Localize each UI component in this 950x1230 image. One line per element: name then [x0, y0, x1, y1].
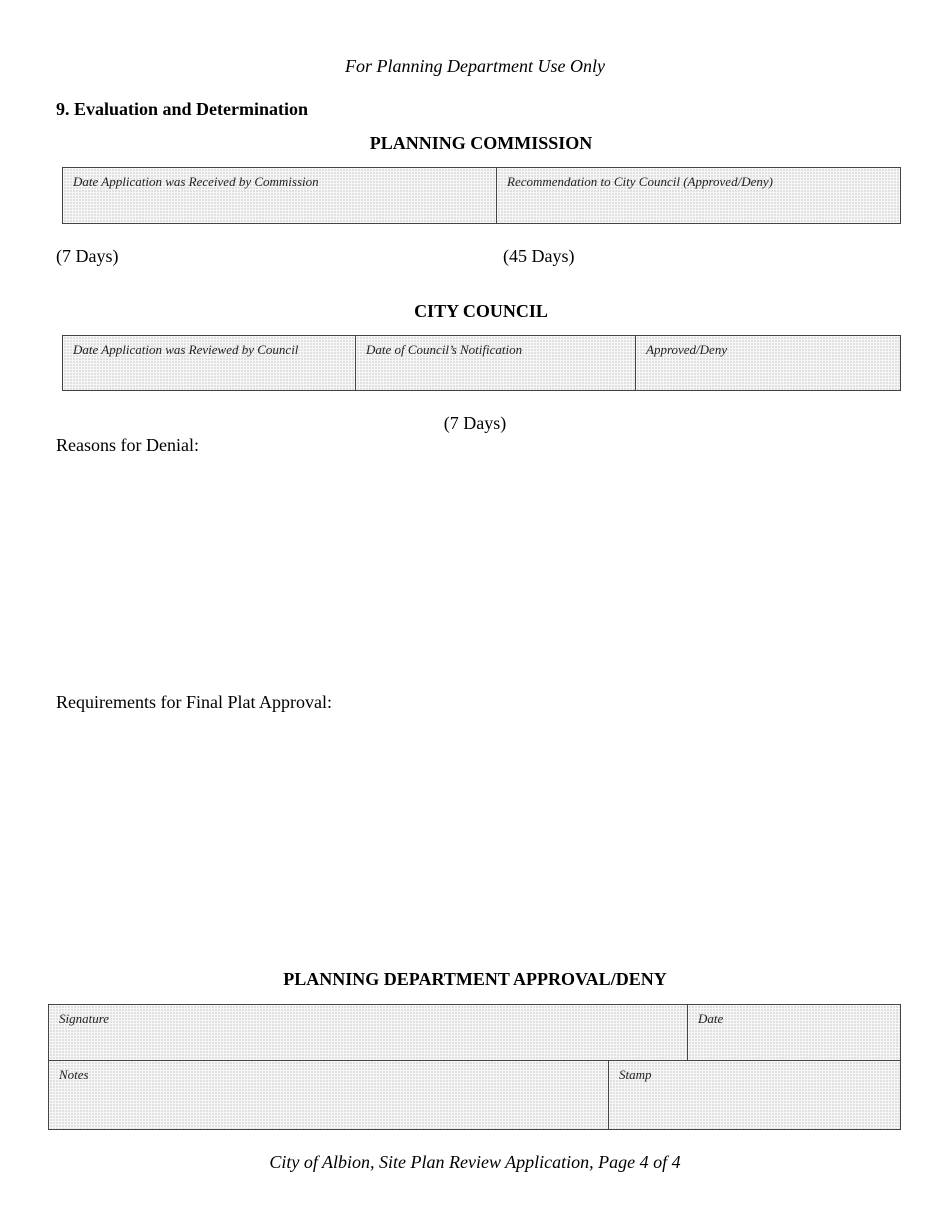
section-title: 9. Evaluation and Determination — [56, 99, 309, 119]
notes-label: Notes — [59, 1067, 89, 1082]
stamp-field[interactable] — [609, 1061, 901, 1130]
final-plat-requirements-label: Requirements for Final Plat Approval: — [56, 692, 332, 712]
commission-days-right: (45 Days) — [503, 246, 575, 266]
use-only-note: For Planning Department Use Only — [345, 56, 605, 76]
city-council-table — [62, 335, 901, 391]
planning-department-title: PLANNING DEPARTMENT APPROVAL/DENY — [283, 969, 667, 989]
council-approved-deny-field[interactable] — [636, 336, 901, 391]
date-of-council-notification-field[interactable] — [356, 336, 636, 391]
recommendation-to-council-field[interactable] — [497, 168, 901, 224]
date-reviewed-by-council-field[interactable] — [63, 336, 356, 391]
council-days: (7 Days) — [443, 413, 507, 433]
reasons-for-denial-label: Reasons for Denial: — [56, 435, 199, 455]
planning-commission-table — [62, 167, 901, 224]
date-reviewed-by-council-label: Date Application was Reviewed by Council — [73, 342, 299, 357]
city-council-title: CITY COUNCIL — [414, 301, 548, 321]
date-field[interactable] — [688, 1005, 901, 1061]
stamp-label: Stamp — [619, 1067, 652, 1082]
planning-department-signature-table — [48, 1004, 901, 1061]
notes-field[interactable] — [49, 1061, 609, 1130]
page-footer: City of Albion, Site Plan Review Application, Page 4 of 4 — [269, 1152, 681, 1172]
date-of-council-notification-label: Date of Council’s Notification — [366, 342, 523, 357]
date-received-by-commission-field[interactable] — [63, 168, 497, 224]
planning-commission-title: PLANNING COMMISSION — [369, 133, 593, 153]
signature-field[interactable] — [49, 1005, 688, 1061]
council-approved-deny-label: Approved/Deny — [646, 342, 728, 357]
planning-department-notes-table — [48, 1060, 901, 1130]
date-label: Date — [698, 1011, 724, 1026]
date-received-by-commission-label: Date Application was Received by Commission — [73, 174, 319, 189]
signature-label: Signature — [59, 1011, 110, 1026]
recommendation-to-council-label: Recommendation to City Council (Approved/Deny) — [507, 174, 773, 189]
commission-days-left: (7 Days) — [56, 246, 119, 266]
